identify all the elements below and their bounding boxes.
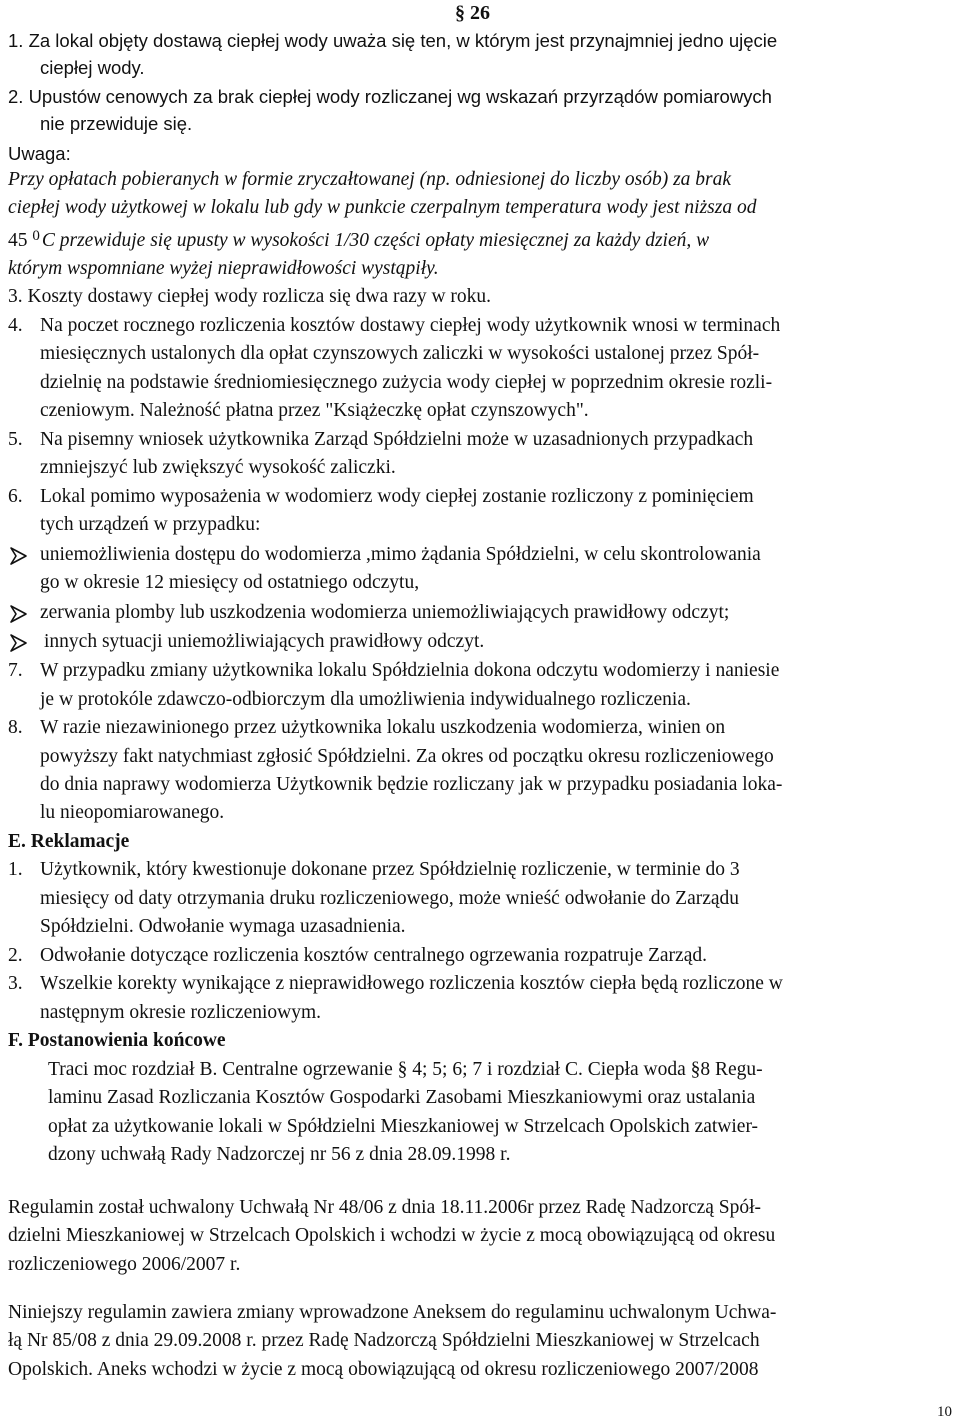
- complaint-1-line-cont: Spółdzielni. Odwołanie wymaga uzasadnienia.: [40, 916, 406, 937]
- complaint-3-line: Wszelkie korekty wynikające z nieprawidłowego rozliczenia kosztów ciepła będą rozliczone w: [40, 973, 783, 994]
- adoption-paragraph-line: Regulamin został uchwalony Uchwałą Nr 48/06 z dnia 18.11.2006r przez Radę Nadzorczą Spół-: [8, 1197, 762, 1218]
- item-5-line: Na pisemny wniosek użytkownika Zarząd Spółdzielni może w uzasadnionych przypadkach: [40, 429, 754, 450]
- item-8-line-cont: lu nieopomiarowanego.: [40, 802, 225, 823]
- item-4-line: Na poczet rocznego rozliczenia kosztów dostawy ciepłej wody użytkownik wnosi w terminach: [40, 315, 781, 336]
- item-number: 6.: [8, 486, 23, 507]
- item-1-line: 1. Za lokal objęty dostawą ciepłej wody uważa się ten, w którym jest przynajmniej jedno ujęcie: [8, 30, 778, 51]
- item-2-line: 2. Upustów cenowych za brak ciepłej wody rozliczanej wg wskazań przyrządów pomiarowych: [8, 86, 772, 107]
- final-provision-line: Traci moc rozdział B. Centralne ogrzewanie § 4; 5; 6; 7 i rozdział C. Ciepła woda §8 Regu-: [48, 1059, 763, 1080]
- amendment-paragraph-line: Opolskich. Aneks wchodzi w życie z mocą obowiązującą od okresu rozliczeniowego 2007/2008: [8, 1359, 759, 1380]
- arrowhead-bullet-icon: [8, 545, 30, 567]
- final-provision-line: opłat za użytkowanie lokali w Spółdzielni Mieszkaniowej w Strzelcach Opolskich zatwier-: [48, 1116, 759, 1137]
- note-line: Przy opłatach pobieranych w formie zryczałtowanej (np. odniesionej do liczby osób) za brak: [8, 169, 732, 190]
- complaint-1-line: Użytkownik, który kwestionuje dokonane przez Spółdzielnię rozliczenie, w terminie do 3: [40, 859, 740, 880]
- adoption-paragraph-line: rozliczeniowego 2006/2007 r.: [8, 1254, 241, 1275]
- item-4-line-cont: czeniowym. Należność płatna przez "Książeczkę opłat czynszowych".: [40, 400, 589, 421]
- item-8-line: W razie niezawinionego przez użytkownika lokalu uszkodzenia wodomierza, winien on: [40, 717, 726, 738]
- item-3-line: 3. Koszty dostawy ciepłej wody rozlicza się dwa razy w roku.: [8, 286, 492, 307]
- amendment-paragraph-line: łą Nr 85/08 z dnia 29.09.2008 r. przez Radę Nadzorczą Spółdzielni Mieszkaniowej w Strzelcach: [8, 1330, 760, 1351]
- arrowhead-bullet-icon: [8, 603, 30, 625]
- item-5-line-cont: zmniejszyć lub zwiększyć wysokość zaliczki.: [40, 457, 396, 478]
- final-provision-line: dzony uchwałą Rady Nadzorczej nr 56 z dnia 28.09.1998 r.: [48, 1144, 511, 1165]
- item-7-line: W przypadku zmiany użytkownika lokalu Spółdzielnia dokona odczytu wodomierzy i naniesie: [40, 660, 780, 681]
- item-number: 7.: [8, 660, 23, 681]
- item-number: 8.: [8, 717, 23, 738]
- adoption-paragraph-line: dzielni Mieszkaniowej w Strzelcach Opolskich i wchodzi w życie z mocą obowiązującą od okresu: [8, 1225, 776, 1246]
- item-2-line-cont: nie przewiduje się.: [40, 113, 193, 134]
- bullet-line: uniemożliwienia dostępu do wodomierza ,mimo żądania Spółdzielni, w celu skontrolowania: [40, 544, 761, 565]
- complaint-2-line: Odwołanie dotyczące rozliczenia kosztów centralnego ogrzewania rozpatruje Zarząd.: [40, 945, 707, 966]
- note-line-temperature: [8, 228, 709, 255]
- note-line: ciepłej wody użytkowej w lokalu lub gdy w punkcie czerpalnym temperatura wody jest niższa od: [8, 197, 757, 218]
- item-1-line-cont: ciepłej wody.: [40, 57, 145, 78]
- complaint-3-line-cont: następnym okresie rozliczeniowym.: [40, 1002, 322, 1023]
- bullet-line: zerwania plomby lub uszkodzenia wodomierza uniemożliwiających prawidłowy odczyt;: [40, 602, 730, 623]
- item-6-line-cont: tych urządzeń w przypadku:: [40, 514, 261, 535]
- item-number: 5.: [8, 429, 23, 450]
- bullet-line: innych sytuacji uniemożliwiających prawidłowy odczyt.: [44, 631, 485, 652]
- item-6-line: Lokal pomimo wyposażenia w wodomierz wody ciepłej zostanie rozliczony z pominięciem: [40, 486, 754, 507]
- item-4-line-cont: dzielnię na podstawie średniomiesięcznego zużycia wody ciepłej w poprzednim okresie rozli-: [40, 372, 773, 393]
- item-number: 3.: [8, 973, 23, 994]
- note-line-rest: C przewiduje się upusty w wysokości 1/30 części opłaty miesięcznej za każdy dzień, w: [41, 230, 710, 251]
- arrowhead-bullet-icon: [8, 632, 30, 654]
- final-provision-line: laminu Zasad Rozliczania Kosztów Gospodarki Zasobami Mieszkaniowymi oraz ustalania: [48, 1087, 756, 1108]
- item-8-line-cont: do dnia naprawy wodomierza Użytkownik będzie rozliczany jak w przypadku posiadania loka-: [40, 774, 783, 795]
- note-label: Uwaga:: [8, 143, 71, 164]
- item-number: 4.: [8, 315, 23, 336]
- temperature-value: 45: [8, 230, 28, 251]
- page-number: 10: [937, 1404, 952, 1420]
- degree-superscript: 0: [32, 228, 40, 244]
- section-e-heading: E. Reklamacje: [8, 831, 130, 852]
- section-f-heading: F. Postanowienia końcowe: [8, 1030, 226, 1051]
- item-7-line-cont: je w protokóle zdawczo-odbiorczym dla umożliwienia indywidualnego rozliczenia.: [40, 689, 691, 710]
- note-line: którym wspomniane wyżej nieprawidłowości wystąpiły.: [8, 258, 439, 279]
- section-heading: § 26: [455, 2, 490, 24]
- bullet-line-cont: go w okresie 12 miesięcy od ostatniego odczytu,: [40, 572, 420, 593]
- item-4-line-cont: miesięcznych ustalonych dla opłat czynszowych zaliczki w wysokości ustalonej przez Spół-: [40, 343, 760, 364]
- amendment-paragraph-line: Niniejszy regulamin zawiera zmiany wprowadzone Aneksem do regulaminu uchwalonym Uchwa-: [8, 1302, 777, 1323]
- item-number: 2.: [8, 945, 23, 966]
- item-8-line-cont: powyższy fakt natychmiast zgłosić Spółdzielni. Za okres od początku okresu rozliczeniowego: [40, 746, 774, 767]
- complaint-1-line-cont: miesięcy od daty otrzymania druku rozliczeniowego, może wnieść odwołanie do Zarządu: [40, 888, 740, 909]
- item-number: 1.: [8, 859, 23, 880]
